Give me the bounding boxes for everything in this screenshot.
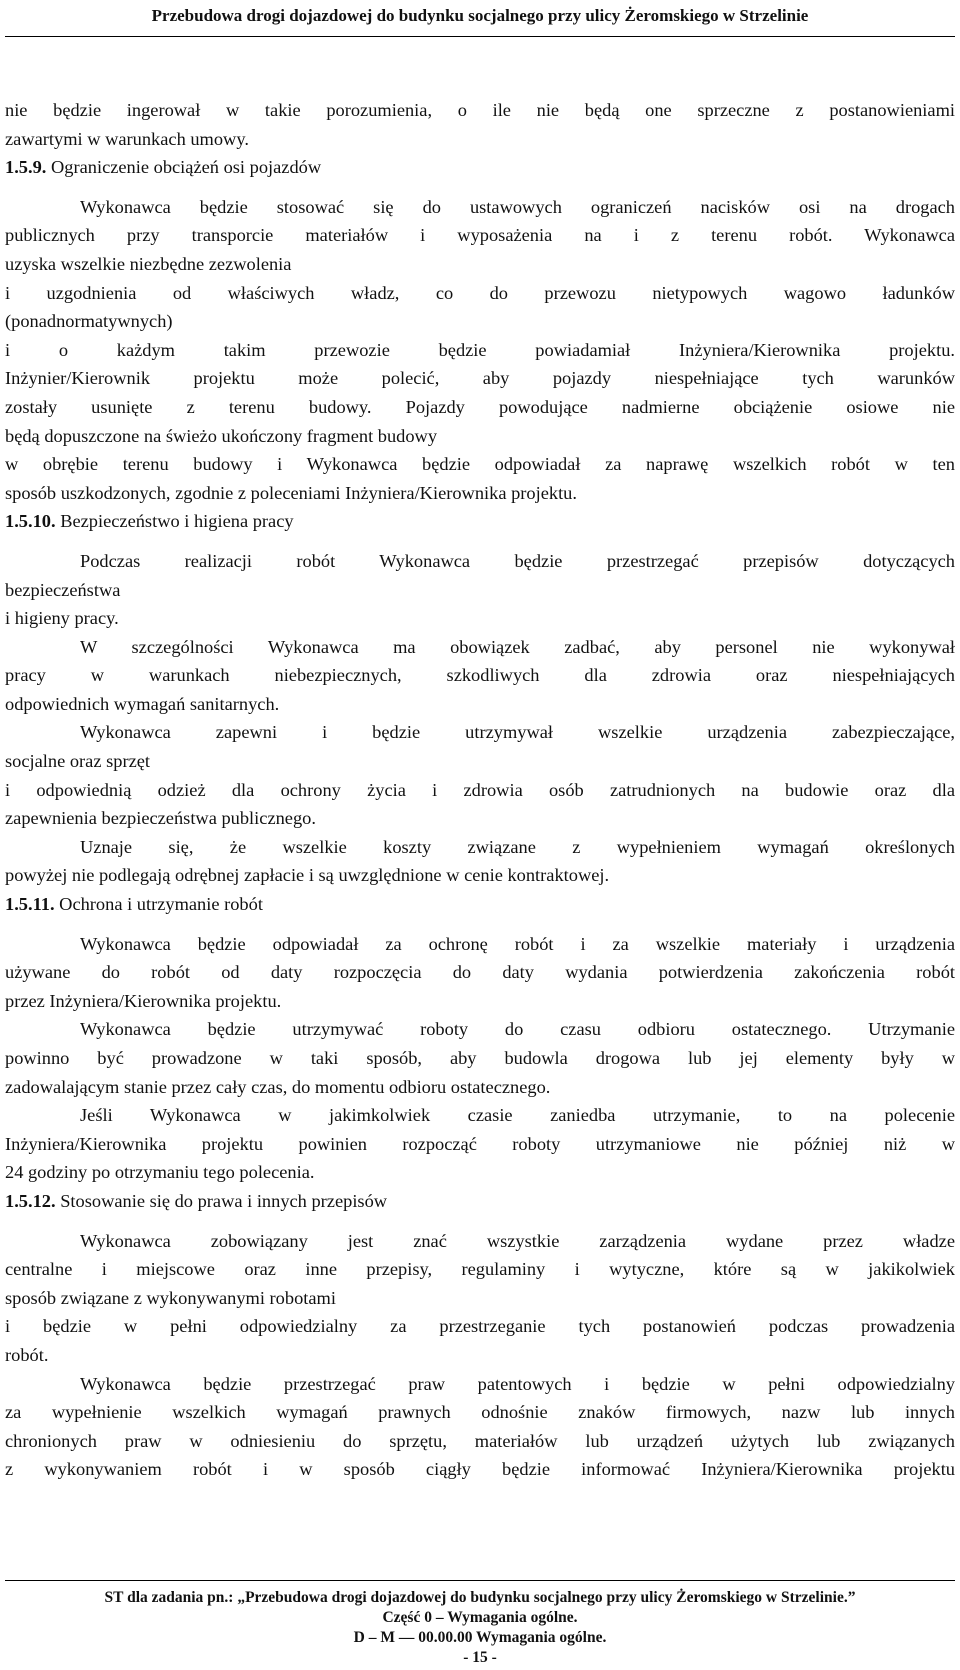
paragraph-line: Podczas realizacji robót Wykonawca będzie przestrzegać przepisów dotyczących — [80, 550, 955, 571]
paragraph-line: socjalne oraz sprzęt — [5, 751, 151, 772]
section-title: Stosowanie się do prawa i innych przepisów — [60, 1190, 388, 1211]
paragraph-line: w obrębie terenu budowy i Wykonawca będzie odpowiadał za naprawę wszelkich robót w ten — [5, 454, 955, 475]
paragraph-line: Inżyniera/Kierownika projektu powinien rozpocząć roboty utrzymaniowe nie później niż w — [5, 1133, 955, 1154]
section-heading-1-5-12 — [5, 1187, 955, 1216]
paragraph-line: będą dopuszczone na świeżo ukończony fragment budowy — [5, 425, 438, 446]
paragraph-line: chronionych praw w odniesieniu do sprzętu, materiałów lub urządzeń użytych lub związanych — [5, 1430, 955, 1451]
paragraph-line: bezpieczeństwa — [5, 579, 121, 600]
paragraph-line: zostały usunięte z terenu budowy. Pojazdy powodujące nadmierne obciążenie osiowe nie — [5, 396, 955, 417]
paragraph-line: centralne i miejscowe oraz inne przepisy, regulaminy i wytyczne, które są w jakikolwiek — [5, 1259, 955, 1280]
section-title: Bezpieczeństwo i higiena pracy — [60, 511, 294, 532]
footer-code: D – M — 00.00.00 Wymagania ogólne. — [353, 1629, 607, 1646]
paragraph-line: zadowalającym stanie przez cały czas, do momentu odbioru ostatecznego. — [5, 1076, 551, 1097]
paragraph-line: W szczególności Wykonawca ma obowiązek zadbać, aby personel nie wykonywał — [80, 636, 955, 657]
paragraph-line: Wykonawca będzie przestrzegać praw patentowych i będzie w pełni odpowiedzialny — [80, 1373, 955, 1394]
paragraph-line: używane do robót od daty rozpoczęcia do daty wydania potwierdzenia zakończenia robót — [5, 962, 955, 983]
footer-rule — [5, 1580, 955, 1581]
paragraph-line: Wykonawca zobowiązany jest znać wszystkie zarządzenia wydane przez władze — [80, 1230, 955, 1251]
paragraph-line: i higieny pracy. — [5, 608, 119, 629]
paragraph-line: nie będzie ingerował w takie porozumienia, o ile nie będą one sprzeczne z postanowieniami — [5, 100, 955, 120]
paragraph-line: z wykonywaniem robót i w sposób ciągły będzie informować Inżyniera/Kierownika projektu — [5, 1459, 955, 1480]
section-title: Ochrona i utrzymanie robót — [59, 894, 263, 915]
section-number: 1.5.9. — [5, 157, 47, 178]
paragraph-line: Wykonawca zapewni i będzie utrzymywał wszelkie urządzenia zabezpieczające, — [80, 722, 955, 743]
section-heading-1-5-9 — [5, 153, 955, 182]
document-body — [5, 96, 955, 1484]
paragraph-line: i odpowiednią odzież dla ochrony życia i zdrowia osób zatrudnionych na budowie oraz dla — [5, 779, 955, 800]
paragraph-line: i będzie w pełni odpowiedzialny za przestrzeganie tych postanowień podczas prowadzenia — [5, 1316, 955, 1337]
section-number: 1.5.12. — [5, 1190, 56, 1211]
paragraph-line: Wykonawca będzie utrzymywać roboty do czasu odbioru ostatecznego. Utrzymanie — [80, 1019, 955, 1040]
paragraph-line: i uzgodnienia od właściwych władz, co do przewozu nietypowych wagowo ładunków — [5, 282, 955, 303]
paragraph-line: robót. — [5, 1344, 49, 1365]
section-number: 1.5.11. — [5, 894, 55, 915]
paragraph-line: 24 godziny po otrzymaniu tego polecenia. — [5, 1162, 315, 1183]
paragraph-line: pracy w warunkach niebezpiecznych, szkodliwych dla zdrowia oraz niespełniających — [5, 665, 955, 686]
section-heading-1-5-10 — [5, 507, 955, 536]
paragraph-line: Jeśli Wykonawca w jakimkolwiek czasie zaniedba utrzymanie, to na polecenie — [80, 1105, 955, 1126]
running-header: Przebudowa drogi dojazdowej do budynku socjalnego przy ulicy Żeromskiego w Strzelinie — [151, 6, 809, 25]
paragraph-line: uzyska wszelkie niezbędne zezwolenia — [5, 253, 292, 274]
paragraph-line: powinno być prowadzone w taki sposób, aby budowla drogowa lub jej elementy były w — [5, 1048, 955, 1068]
paragraph-line: odpowiednich wymagań sanitarnych. — [5, 693, 280, 714]
paragraph-line: zapewnienia bezpieczeństwa publicznego. — [5, 808, 316, 829]
paragraph-line: Wykonawca będzie odpowiadał za ochronę robót i za wszelkie materiały i urządzenia — [80, 933, 955, 954]
paragraph-line: zawartymi w warunkach umowy. — [5, 128, 249, 149]
page-number: - 15 - — [463, 1649, 497, 1666]
paragraph-line: powyżej nie podlegają odrębnej zapłacie i są uwzględnione w cenie kontraktowej. — [5, 865, 610, 886]
paragraph-line: publicznych przy transporcie materiałów i wyposażenia na i z terenu robót. Wykonawca — [5, 225, 955, 246]
section-number: 1.5.10. — [5, 511, 56, 532]
paragraph-line: Inżynier/Kierownik projektu może polecić, aby pojazdy niespełniające tych warunków — [5, 368, 955, 389]
running-footer — [0, 1588, 960, 1668]
paragraph-line: sposób uszkodzonych, zgodnie z poleceniami Inżyniera/Kierownika projektu. — [5, 482, 577, 503]
paragraph-line: (ponadnormatywnych) — [5, 311, 173, 332]
header-rule — [5, 36, 955, 37]
paragraph-line: sposób związane z wykonywanymi robotami — [5, 1287, 336, 1308]
paragraph-line: za wypełnienie wszelkich wymagań prawnych odnośnie znaków firmowych, nazw lub innych — [5, 1402, 955, 1423]
paragraph-line: przez Inżyniera/Kierownika projektu. — [5, 990, 282, 1011]
section-heading-1-5-11 — [5, 890, 955, 919]
footer-part: Część 0 – Wymagania ogólne. — [382, 1609, 578, 1626]
footer-title: ST dla zadania pn.: „Przebudowa drogi dojazdowej do budynku socjalnego przy ulicy Żeromskiego w Strzelinie.” — [104, 1589, 856, 1606]
section-title: Ograniczenie obciążeń osi pojazdów — [51, 157, 322, 178]
paragraph-line: Uznaje się, że wszelkie koszty związane z wypełnieniem wymagań określonych — [80, 836, 955, 857]
paragraph-line: Wykonawca będzie stosować się do ustawowych ograniczeń nacisków osi na drogach — [80, 196, 955, 217]
paragraph-line: i o każdym takim przewozie będzie powiadamiał Inżyniera/Kierownika projektu. — [5, 339, 955, 360]
